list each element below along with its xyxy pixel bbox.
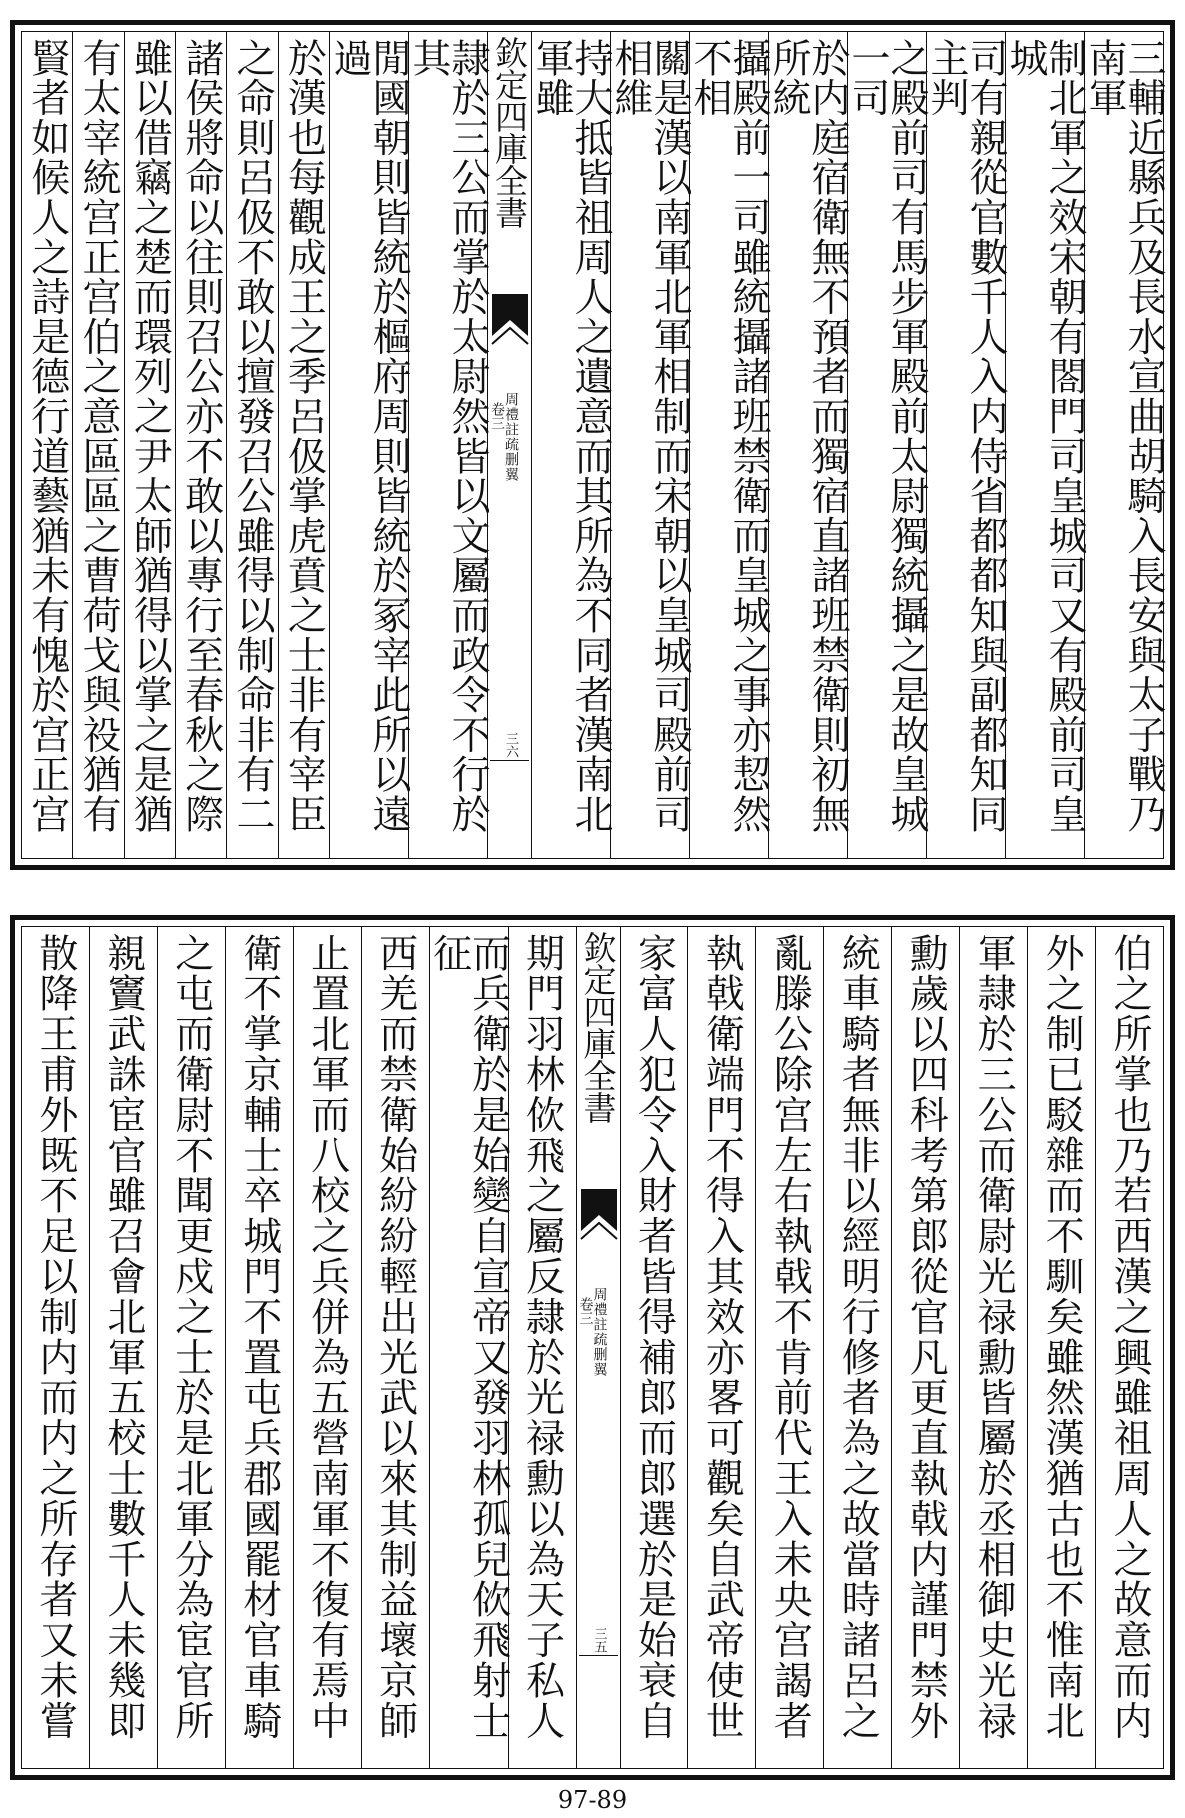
column-text: 之屯而衛尉不聞更戍之士於是北軍分為宦官所: [168, 933, 214, 1741]
column-text: 外之制已駁雜而不馴矣雖然漢猶古也不惟南北: [1039, 933, 1085, 1741]
text-column: [89, 927, 157, 1768]
column-text: 統車騎者無非以經明行修者為之故當時諸呂之: [835, 933, 881, 1741]
column-text: 於漢也每觀成王之季呂伋掌虎賁之士非有宰臣: [281, 38, 327, 834]
center-fold: [576, 927, 620, 1768]
column-text: 三輔近縣兵及長水宣曲胡騎入長安與太子戰乃南軍: [1082, 38, 1166, 834]
fish-tail-mark-icon: [492, 294, 528, 364]
leaf-number: 三五: [591, 1627, 607, 1653]
text-column: [755, 927, 823, 1768]
book-title: 欽定四庫全書: [578, 931, 618, 1123]
column-text: 衛不掌京輔士卒城門不置屯兵郡國罷材官車騎: [236, 933, 282, 1741]
text-column: [22, 927, 89, 1768]
top-page: [10, 20, 1175, 870]
leaf-number: 三六: [503, 732, 518, 758]
column-text: 雖以借竊之楚而環列之尹太師猶得以掌之是猶: [127, 38, 173, 834]
column-text: 有太宰統宫正宫伯之意區區之曹荷戈與祋猶有: [76, 38, 122, 834]
book-subtitle: 周禮註疏删翼: [591, 1287, 608, 1377]
text-column: [175, 32, 226, 858]
text-column: [959, 927, 1027, 1768]
text-column: [845, 32, 929, 858]
text-column: [327, 32, 411, 858]
column-text: 而兵衛於是始變自宣帝又發羽林孤兒佽飛射士征: [426, 933, 511, 1741]
column-text: 伯之所掌也乃若西漢之興雖祖周人之故意而内: [1107, 933, 1153, 1741]
text-column: [226, 32, 277, 858]
column-text: 親竇武誅宦官雖召會北軍五校士數千人未幾即: [100, 933, 146, 1741]
text-column: [891, 927, 959, 1768]
text-column: [529, 32, 613, 858]
divider: [490, 760, 529, 761]
text-column: [687, 32, 771, 858]
column-text: 司有親從官數千人入内侍省都都知與副都知同主判: [924, 38, 1008, 834]
text-column: [823, 927, 891, 1768]
text-column: [508, 927, 576, 1768]
column-text: 執戟衛端門不得入其效亦畧可觀矣自武帝使世: [699, 933, 745, 1741]
column-text: 諸侯將命以往則召公亦不敢以專行至春秋之際: [178, 38, 224, 834]
text-column: [1027, 927, 1095, 1768]
column-text: 勳歲以四科考第郎從官凡更直執戟内謹門禁外: [903, 933, 949, 1741]
column-text: 於内庭宿衛無不預者而獨宿直諸班禁衛則初無所統: [766, 38, 850, 834]
column-text: 軍隷於三公而衛尉光禄勳皆屬於丞相御史光禄: [971, 933, 1017, 1741]
column-text: 攝殿前一司雖統攝諸班禁衛而皇城之事亦恝然不相: [687, 38, 771, 834]
text-column: [620, 927, 688, 1768]
text-column: [225, 927, 293, 1768]
bottom-page-columns: [21, 926, 1164, 1769]
column-text: 亂滕公除宫左右執戟不肯前代王入未央宫謁者: [767, 933, 813, 1741]
column-text: 家富人犯令入財者皆得補郎而郎選於是始衰自: [631, 933, 677, 1741]
column-text: 關是漢以南軍北軍相制而宋朝以皇城司殿前司相維: [608, 38, 692, 834]
text-column: [1095, 927, 1163, 1768]
text-column: [22, 32, 72, 858]
column-text: 隷於三公而掌於太尉然皆以文屬而政令不行於其: [406, 38, 490, 834]
column-text: 賢者如候人之詩是德行道藝猶未有愧於宫正宫: [24, 38, 70, 834]
page-label: 97-89: [557, 1786, 628, 1814]
text-column: [406, 32, 490, 858]
text-column: [124, 32, 175, 858]
column-text: 之命則呂伋不敢以擅發召公雖得以制命非有二: [230, 38, 276, 834]
column-text: 之殿前司有馬步軍殿前太尉獨統攝之是故皇城一司: [845, 38, 929, 834]
column-text: 制北軍之效宋朝有閤門司皇城司又有殿前司皇城: [1003, 38, 1087, 834]
column-text: 閒國朝則皆統於樞府周則皆統於冢宰此所以遠過: [327, 38, 411, 834]
text-column: [278, 32, 329, 858]
text-column: [293, 927, 361, 1768]
text-column: [608, 32, 692, 858]
text-column: [766, 32, 850, 858]
text-column: [157, 927, 225, 1768]
volume-label: 卷三: [489, 402, 505, 430]
text-column: [426, 927, 511, 1768]
text-column: [1082, 32, 1166, 858]
book-title: 欽定四庫全書: [490, 36, 529, 228]
divider: [579, 1655, 618, 1656]
book-subtitle: 周禮註疏删翼: [503, 392, 519, 482]
volume-label: 卷三: [577, 1297, 594, 1325]
text-column: [1003, 32, 1087, 858]
column-text: 散降王甫外既不足以制内而内之所存者又未嘗: [32, 933, 78, 1741]
column-text: 止置北軍而八校之兵併為五營南軍不復有焉中: [304, 933, 350, 1741]
center-fold: [487, 32, 531, 858]
top-page-columns: [21, 31, 1164, 859]
text-column: [72, 32, 123, 858]
column-text: 持大抵皆祖周人之遺意而其所為不同者漢南北軍雖: [529, 38, 613, 834]
bottom-page: [10, 915, 1175, 1780]
text-column: [361, 927, 429, 1768]
column-text: 西羌而禁衛始紛紛輕出光武以來其制益壞京師: [372, 933, 418, 1741]
fish-tail-mark-icon: [581, 1189, 617, 1259]
text-column: [924, 32, 1008, 858]
text-column: [687, 927, 755, 1768]
column-text: 期門羽林佽飛之屬反隷於光禄勳以為天子私人: [519, 933, 565, 1741]
